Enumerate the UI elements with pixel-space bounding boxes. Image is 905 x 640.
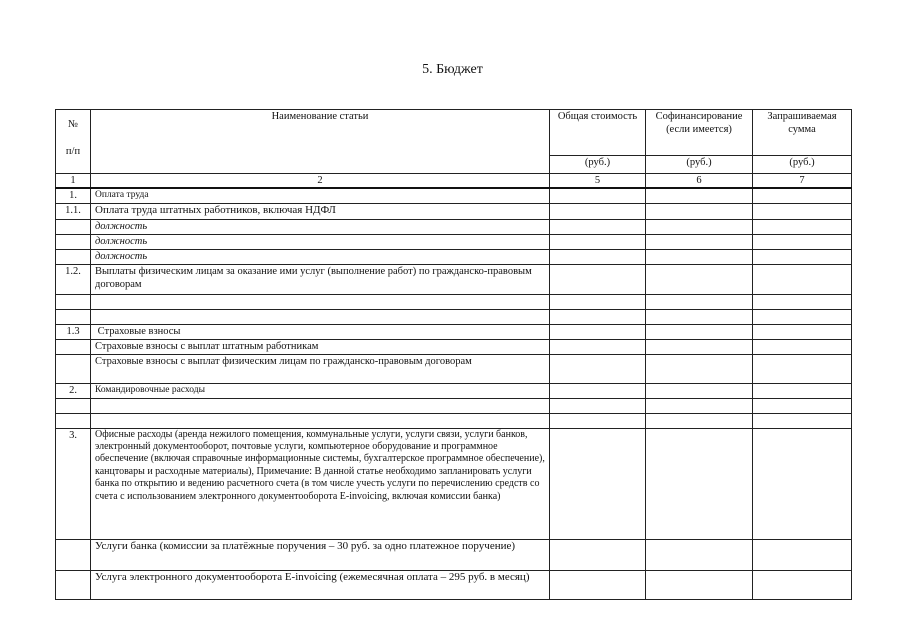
row-num <box>56 398 91 413</box>
cell-cofin <box>646 428 753 539</box>
row-num <box>56 249 91 264</box>
cell-total <box>550 354 646 383</box>
table-row <box>56 398 852 413</box>
row-name <box>91 294 550 309</box>
cell-total <box>550 264 646 294</box>
cell-requested <box>753 309 852 324</box>
cell-requested <box>753 398 852 413</box>
table-row <box>56 539 852 570</box>
cell-cofin <box>646 339 753 354</box>
cell-total <box>550 570 646 599</box>
row-num <box>56 219 91 234</box>
unit-requested: (руб.) <box>753 156 852 174</box>
header-name: Наименование статьи <box>91 110 550 174</box>
row-num <box>56 294 91 309</box>
budget-table <box>55 109 852 600</box>
cell-cofin <box>646 264 753 294</box>
table-row <box>56 324 852 339</box>
cell-requested <box>753 219 852 234</box>
table-row <box>56 188 852 203</box>
cell-requested <box>753 428 852 539</box>
header-num-label: № <box>67 119 79 130</box>
header-row <box>56 110 852 156</box>
header-num-cell <box>56 110 91 174</box>
unit-cofin: (руб.) <box>646 156 753 174</box>
unit-total: (руб.) <box>550 156 646 174</box>
row-num <box>56 570 91 599</box>
row-name: Командировочные расходы <box>91 383 550 398</box>
position-name: должность <box>91 219 550 234</box>
row-name: Услуга электронного документооборота E-invoicing (ежемесячная оплата – 295 руб. в месяц) <box>91 570 550 599</box>
cell-requested <box>753 539 852 570</box>
position-name: должность <box>91 234 550 249</box>
cell-cofin <box>646 398 753 413</box>
row-num <box>56 339 91 354</box>
row-num <box>56 413 91 428</box>
table-row <box>56 413 852 428</box>
position-name: должность <box>91 249 550 264</box>
table-row <box>56 383 852 398</box>
row-num: 1.2. <box>56 264 91 294</box>
cell-total <box>550 203 646 219</box>
cell-requested <box>753 294 852 309</box>
cell-requested <box>753 570 852 599</box>
table-row <box>56 294 852 309</box>
header-pp-label: п/п <box>65 146 81 157</box>
cell-total <box>550 413 646 428</box>
cell-total <box>550 249 646 264</box>
cell-cofin <box>646 188 753 203</box>
cell-cofin <box>646 324 753 339</box>
cell-total <box>550 428 646 539</box>
col-no-2: 2 <box>91 174 550 189</box>
row-num: 3. <box>56 428 91 539</box>
cell-cofin <box>646 294 753 309</box>
cell-requested <box>753 324 852 339</box>
row-name: Оплата труда штатных работников, включая НДФЛ <box>91 203 550 219</box>
table-row <box>56 309 852 324</box>
header-cofin: Софинансирование (если имеется) <box>646 110 753 156</box>
cell-cofin <box>646 383 753 398</box>
cell-total <box>550 539 646 570</box>
column-numbers-row <box>56 174 852 189</box>
cell-requested <box>753 354 852 383</box>
row-name: Страховые взносы с выплат штатным работникам <box>91 339 550 354</box>
col-no-1: 1 <box>56 174 91 189</box>
cell-requested <box>753 339 852 354</box>
cell-total <box>550 398 646 413</box>
row-name: Офисные расходы (аренда нежилого помещения, коммунальные услуги, услуги связи, услуги банков, электронный документооборот, почтовые услуги, компьютерное оборудование и программное обеспечение (включая справочные информационные системы, бухгалтерское программное обеспечение), канцтовары и расходные материалы), Примечание: В данной статье необходимо запланировать услуги банка по открытию и ведению расчетного счета (в том числе учесть услуги по перечислению средств со счета с использованием электронного документооборота E-invoicing, включая комиссии банка) <box>91 428 550 539</box>
table-row <box>56 249 852 264</box>
table-row <box>56 219 852 234</box>
header-requested: Запрашиваемая сумма <box>753 110 852 156</box>
row-num <box>56 539 91 570</box>
cell-total <box>550 234 646 249</box>
row-name: Оплата труда <box>91 188 550 203</box>
table-row <box>56 570 852 599</box>
row-name <box>91 309 550 324</box>
row-name <box>91 413 550 428</box>
row-name <box>91 398 550 413</box>
row-num <box>56 309 91 324</box>
cell-requested <box>753 413 852 428</box>
row-num: 2. <box>56 383 91 398</box>
cell-requested <box>753 188 852 203</box>
cell-requested <box>753 249 852 264</box>
page-title: 5. Бюджет <box>422 62 483 77</box>
cell-requested <box>753 264 852 294</box>
row-name: Услуги банка (комиссии за платёжные поручения – 30 руб. за одно платежное поручение) <box>91 539 550 570</box>
cell-cofin <box>646 413 753 428</box>
row-name: Страховые взносы <box>91 324 550 339</box>
cell-cofin <box>646 539 753 570</box>
cell-cofin <box>646 354 753 383</box>
row-name: Страховые взносы с выплат физическим лицам по гражданско-правовым договорам <box>91 354 550 383</box>
cell-requested <box>753 383 852 398</box>
row-num <box>56 354 91 383</box>
row-num: 1.1. <box>56 203 91 219</box>
cell-cofin <box>646 203 753 219</box>
table-row <box>56 428 852 539</box>
col-no-6: 6 <box>646 174 753 189</box>
cell-requested <box>753 203 852 219</box>
cell-cofin <box>646 309 753 324</box>
row-num <box>56 234 91 249</box>
header-total: Общая стоимость <box>550 110 646 156</box>
row-num: 1.3 <box>56 324 91 339</box>
cell-total <box>550 383 646 398</box>
col-no-5: 5 <box>550 174 646 189</box>
cell-cofin <box>646 570 753 599</box>
table-row <box>56 339 852 354</box>
table-row <box>56 234 852 249</box>
cell-requested <box>753 234 852 249</box>
cell-total <box>550 219 646 234</box>
cell-total <box>550 339 646 354</box>
cell-cofin <box>646 249 753 264</box>
table-row <box>56 354 852 383</box>
cell-cofin <box>646 234 753 249</box>
row-name: Выплаты физическим лицам за оказание ими услуг (выполнение работ) по гражданско-правовым договорам <box>91 264 550 294</box>
cell-total <box>550 324 646 339</box>
table-row <box>56 203 852 219</box>
row-num: 1. <box>56 188 91 203</box>
cell-cofin <box>646 219 753 234</box>
table-row <box>56 264 852 294</box>
col-no-7: 7 <box>753 174 852 189</box>
cell-total <box>550 309 646 324</box>
cell-total <box>550 188 646 203</box>
cell-total <box>550 294 646 309</box>
